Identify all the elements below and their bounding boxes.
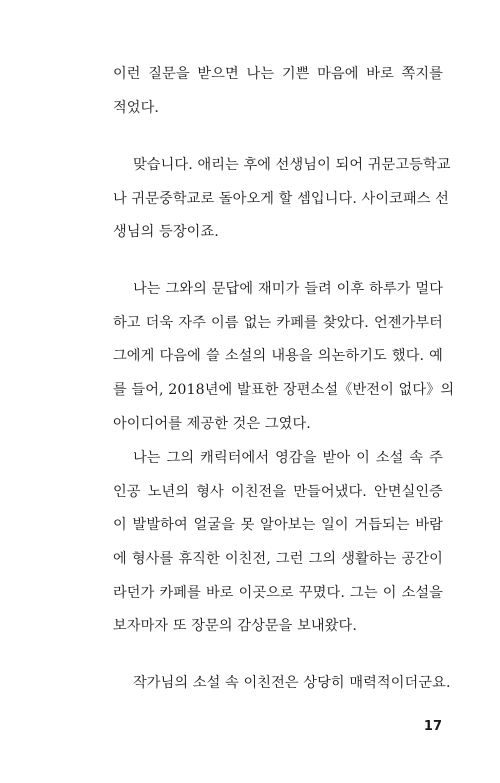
- body-line: 하고 더욱 자주 이름 없는 카페를 찾았다. 언젠가부터: [113, 315, 443, 331]
- body-line: 적었다.: [113, 100, 160, 116]
- body-line: 나는 그의 캐릭터에서 영감을 받아 이 소설 속 주: [133, 450, 443, 466]
- body-line: 그에게 다음에 쓸 소설의 내용을 의논하기도 했다. 예: [113, 348, 443, 364]
- body-line: 맞습니다. 애리는 후에 선생님이 되어 귀문고등학교: [133, 157, 451, 173]
- body-line: 나 귀문중학교로 돌아오게 할 셈입니다. 사이코패스 선: [113, 191, 449, 207]
- page-number: 17: [423, 719, 442, 734]
- body-line: 이런 질문을 받으면 나는 기쁜 마음에 바로 쪽지를: [113, 66, 443, 82]
- body-line: 에 형사를 휴직한 이친전, 그런 그의 생활하는 공간이: [113, 551, 443, 567]
- body-line: 나는 그와의 문답에 재미가 들려 이후 하루가 멀다: [133, 281, 443, 297]
- body-line: 생님의 등장이죠.: [113, 224, 219, 240]
- body-line: 를 들어, 2018년에 발표한 장편소설《반전이 없다》의: [113, 382, 455, 398]
- body-line: 보자마자 또 장문의 감상문을 보내왔다.: [113, 618, 357, 634]
- body-line: 라던가 카페를 바로 이곳으로 꾸몄다. 그는 이 소설을: [113, 585, 443, 601]
- body-line: 인공 노년의 형사 이친전을 만들어냈다. 안면실인증: [113, 484, 443, 500]
- body-line: 이 발발하여 얼굴을 못 알아보는 일이 거듭되는 바람: [113, 517, 443, 533]
- body-line: 작가님의 소설 속 이친전은 상당히 매력적이더군요.: [133, 675, 451, 691]
- body-line: 아이디어를 제공한 것은 그였다.: [113, 416, 311, 432]
